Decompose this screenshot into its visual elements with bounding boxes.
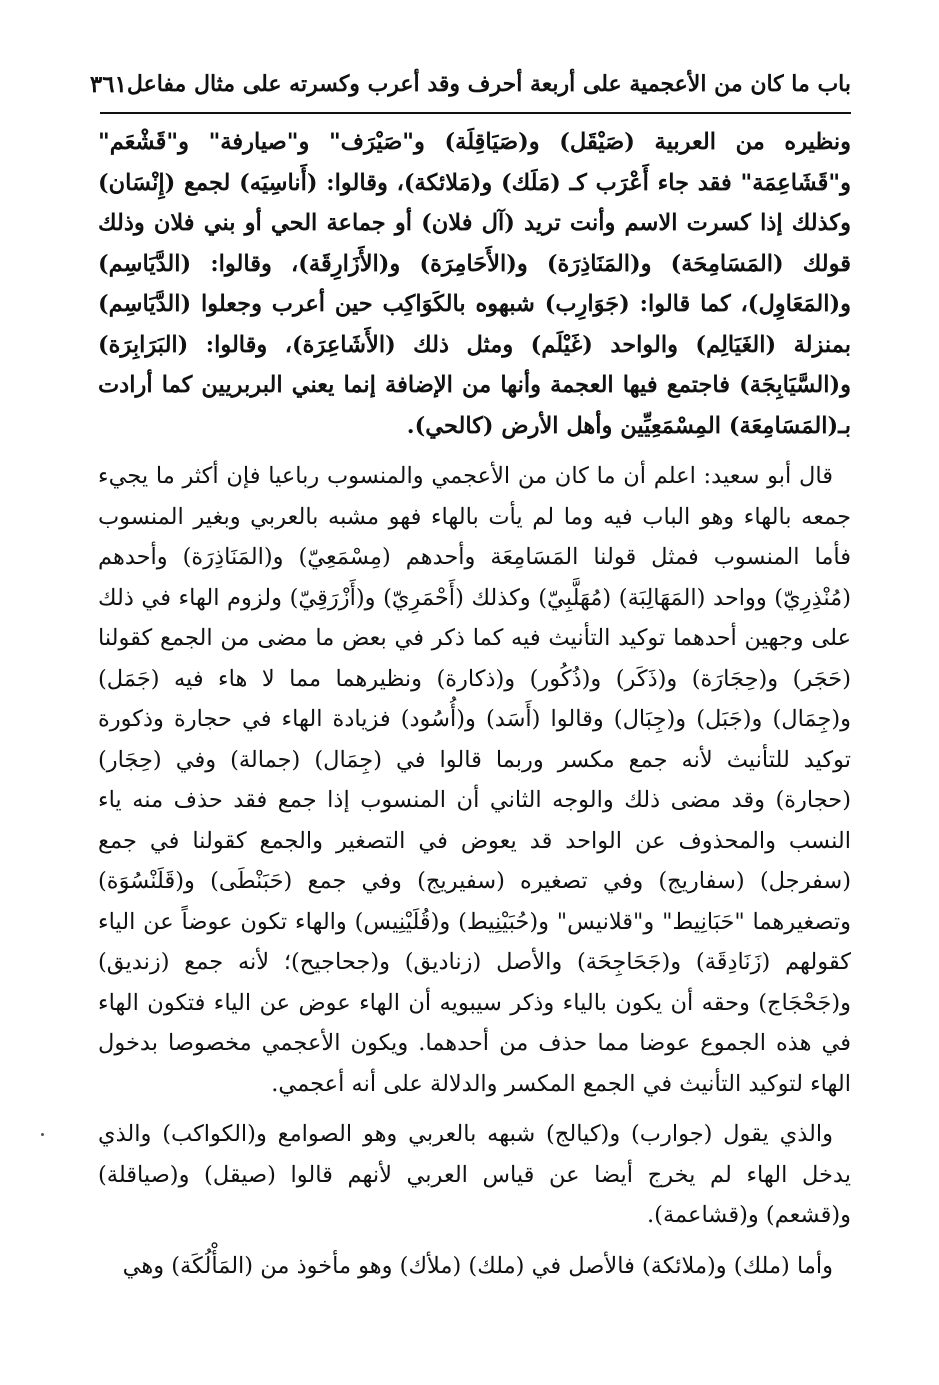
paragraph-2: قال أبو سعيد: اعلم أن ما كان من الأعجمي والمنسوب رباعيا فإن أكثر ما يجيء جمعه بالهاء وهو الباب فيه وما لم يأت بالهاء فهو مشبه بالعربي وبغير المنسوب فأما المنسوب فمثل قولنا المَسَامِعَة وأحدهم (مِسْمَعِيّ) و(المَنَاذِرَة) وأحدهم (مُنْذِرِيّ) وواحد (المَهَالِبَة) (مُهَلَّبِيّ) وكذلك (أَحْمَرِيّ) و(أَزْرَقِيّ) ولزوم الهاء في ذلك على وجهين أحدهما توكيد التأنيث فيه كما ذكر في بعض ما مضى من الجمع كقولنا (حَجَر) و(حِجَارَة) و(ذَكَر) و(ذُكُور) و(ذكارة) ونظيرهما مما لا هاء فيه (جَمَل) و(جِمَال) و(جَبَل) و(جِبَال) وقالوا (أَسَد) و(أُسُود) فزيادة الهاء في حجارة وذكورة توكيد للتأنيث لأنه جمع مكسر وربما قالوا في (جِمَال) (جمالة) وفي (حِجَار) (حجارة) وقد مضى ذلك والوجه الثاني أن المنسوب إذا جمع فقد حذف منه ياء النسب والمحذوف عن الواحد قد يعوض في التصغير والجمع كقولنا في جمع (سفرجل) (سفاريج) وفي تصغيره (سفيريج) وفي جمع (حَبَنْطَى) و(قَلَنْسُوَة) وتصغيرهما "حَبَانِيط" و"قلانيس" و(حُبَيْنِيط) و(قُلَيْنِيس) والهاء تكون عوضاً عن الياء كقولهم (زَنَادِقَة) و(جَحَاجِحَة) والأصل (زناديق) و(جحاجيح)؛ لأنه جمع (زنديق) و(جَحْجَاج) وحقه أن يكون بالياء وذكر سيبويه أن الهاء عوض عن الياء فتكون الهاء في هذه الجموع عوضا مما حذف من أحدهما. ويكون الأعجمي مخصوصا بدخول الهاء لتوكيد التأنيث في الجمع المكسر والدلالة على أنه أعجمي.: [98, 463, 851, 1097]
running-title: باب ما كان من الأعجمية على أربعة أحرف وقد أعرب وكسرته على مثال مفاعل: [126, 71, 851, 97]
header-rule: [100, 112, 851, 114]
scan-speck: [41, 1133, 44, 1136]
paragraph-4: وأما (ملك) و(ملائكة) فالأصل في (ملك) (ملأك) وهو مأخوذ من (المَأْلُكَة) وهي: [122, 1252, 833, 1279]
body-text: [98, 122, 851, 1286]
paragraph-1: ونظيره من العربية (صَيْقَل) و(صَيَاقِلَة) و"صَيْرَف" و"صيارفة" و"قَشْعَم" و"قَشَاعِمَة" فقد جاء أَعْرَب كـ (مَلَك) و(مَلائكة)، وقالوا: (أَناسِيَه) لجمع (إِنْسَان) وكذلك إذا كسرت الاسم وأنت تريد (آل فلان) أو جماعة الحي أو بني فلان وذلك قولك (المَسَامِحَة) و(المَنَاذِرَة) و(الأَحَامِرَة) و(الأَزَارِقَة)، وقالوا: (الدَّيَاسِم) و(المَعَاوِل)، كما قالوا: (جَوَارِب) شبهوه بالكَوَاكِب حين أعرب وجعلوا (الدَّيَاسِم) بمنزلة (الغَيَالِم) والواحد (غَيْلَم) ومثل ذلك (الأَشَاعِرَة)، وقالوا: (البَرَابِرَة) و(السَّيَابِجَة) فاجتمع فيها العجمة وأنها من الإضافة إنما يعني البربريين كما أرادت بـ(المَسَامِعَة) المِسْمَعِيِّين وأهل الأرض (كالحي).: [98, 129, 851, 439]
paragraph-3: والذي يقول (جوارب) و(كيالج) شبهه بالعربي وهو الصوامع و(الكواكب) والذي يدخل الهاء لم يخرج أيضا عن قياس العربي لأنهم قالوا (صيقل) و(صياقلة) و(قشعم) و(قشاعمة).: [98, 1121, 851, 1228]
page-number: ٣٦١: [89, 70, 127, 98]
page-header: [89, 60, 851, 108]
